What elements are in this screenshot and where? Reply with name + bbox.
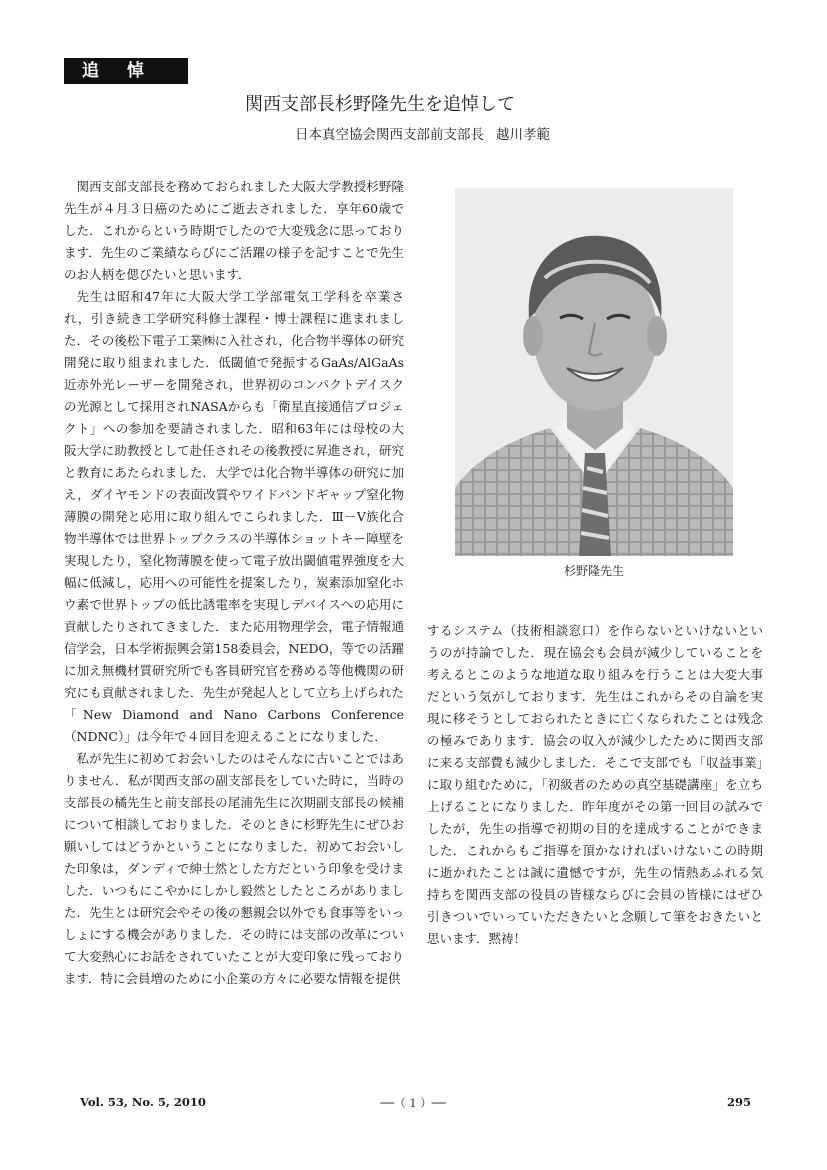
footer-issue-page: ──（ 1 ）──: [380, 1096, 446, 1110]
portrait-illustration: [455, 188, 733, 556]
author-line: [230, 125, 550, 145]
footer-journal: Vol. 53, No. 5, 2010: [80, 1095, 206, 1109]
body-column-left: [64, 176, 404, 990]
paragraph: するシステム（技術相談窓口）を作らないといけないというのが持論でした．現在協会も会員が減少していることを考えるとこのような地道な取り組みを行うことは大変大事だという気がしております．先生はこれからその自論を実現に移そうとしておられたときに亡くなられたことは残念の極みであります．協会の収入が減少したために関西支部に来る支部費も減少しました．そこで支部でも「収益事業」に取り組むために，「初級者のための真空基礎講座」を立ち上げることになりました．昨年度がその第一回目の試みでしたが，先生の指導で初期の目的を達成することができました．これからもご指導を頂かなければいけないこの時期に逝かれたことは誠に遺憾ですが，先生の情熱あふれる気持ちを関西支部の役員の皆様ならびに会員の皆様にはぜひ引きついでいっていただきたいと念願して筆をおきたいと思います．黙祷！: [427, 623, 763, 946]
section-label: 追悼: [64, 58, 188, 84]
body-column-right: [427, 620, 763, 950]
paragraph: 先生は昭和47年に大阪大学工学部電気工学科を卒業され，引き続き工学研究科修士課程・博士課程に進まれました．その後松下電子工業㈱に入社され，化合物半導体の研究開発に取り組まれました．低閾値で発振するGaAs/AlGaAs近赤外光レーザーを開発され，世界初のコンパクトデイスクの光源として採用されNASAからも「衛星直接通信プロジェクト」への参加を要請されました．昭和63年には母校の大阪大学に助教授として赴任されその後教授に昇進され，研究と教育にあたられました．大学では化合物半導体の研究に加え，ダイヤモンドの表面改質やワイドバンドギャップ窒化物薄膜の開発と応用に取り組んでこられました．Ⅲ－Ⅴ族化合物半導体では世界トップクラスの半導体ショットキー障壁を実現したり，窒化物薄膜を使って電子放出閾値電界強度を大幅に低減し，応用への可能性を提案したり，炭素添加窒化ホウ素で世界トップの低比誘電率を実現しデバイスへの応用に貢献したりされてきました．また応用物理学会，電子情報通信学会，日本学術振興会第158委員会，NEDO，等での活躍に加え無機材質研究所でも客員研究官を務める等他機関の研究にも貢献されました．先生が発起人として立ち上げられた「New Diamond and Nano Carbons Conference（NDNC）」は今年で４回目を迎えることになりました．: [64, 289, 404, 744]
footer-page-number: 295: [727, 1095, 752, 1109]
author-affiliation: 日本真空協会関西支部前支部長: [295, 127, 484, 143]
paragraph: 私が先生に初めてお会いしたのはそんなに古いことではありません．私が関西支部の副支部長をしていた時に，当時の支部長の橘先生と前支部長の尾浦先生に次期副支部長の候補について相談しておりました．そのときに杉野先生にぜひお願いしてはどうかということになりました．初めてお会いした印象は，ダンディで紳士然とした方だという印象を受けました．いつもにこやかにしかし毅然としたところがありました．先生とは研究会やその後の懇親会以外でも食事等をいっしょにする機会がありました．その時には支部の改革について大変熱心にお話をされていたことが大変印象に残っております．特に会員増のために小企業の方々に必要な情報を提供: [64, 751, 404, 986]
article-title: 関西支部長杉野隆先生を追悼して: [245, 94, 515, 115]
paragraph: 関西支部支部長を務めておられました大阪大学教授杉野隆先生が４月３日癌のためにご逝去されました．享年60歳でした．これからという時期でしたので大変残念に思っております．先生のご業績ならびにご活躍の様子を記すことで先生のお人柄を偲びたいと思います．: [64, 179, 404, 282]
author-name: 越川孝範: [496, 127, 550, 143]
portrait-photo: [455, 188, 733, 556]
photo-caption: 杉野隆先生: [563, 564, 624, 578]
